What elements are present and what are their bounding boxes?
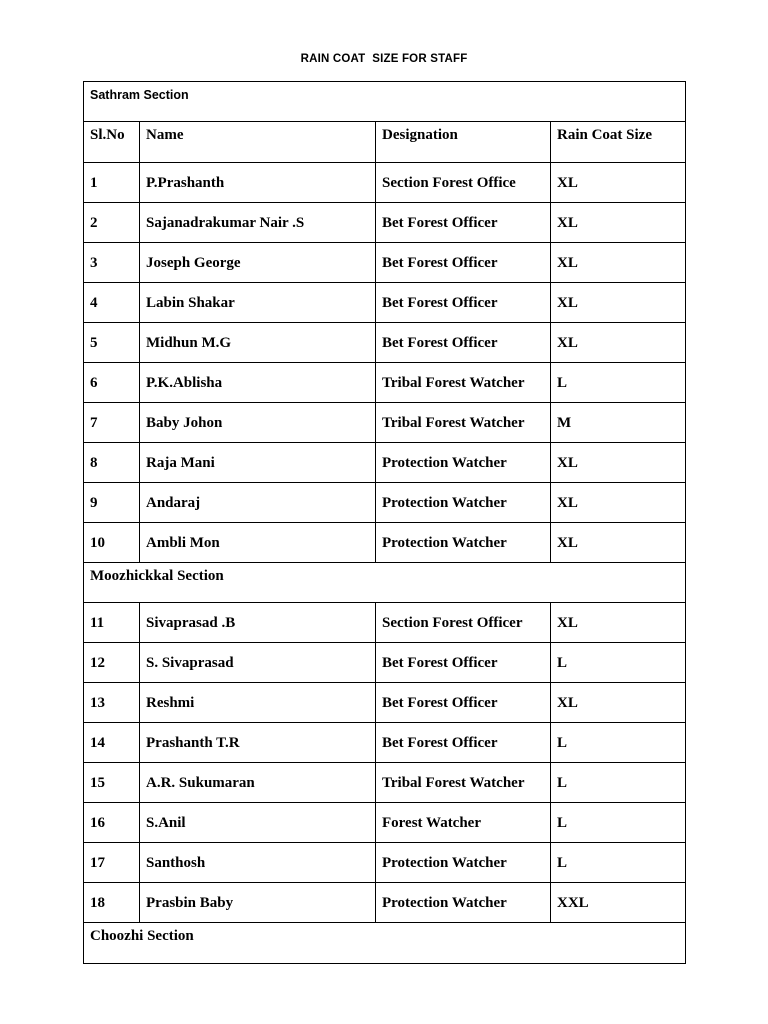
cell-name: Prashanth T.R xyxy=(140,723,376,763)
cell-sl-no: 14 xyxy=(84,723,140,763)
cell-rain-coat-size: XL xyxy=(551,443,686,483)
cell-designation: Bet Forest Officer xyxy=(376,203,551,243)
cell-name: A.R. Sukumaran xyxy=(140,763,376,803)
cell-designation: Bet Forest Officer xyxy=(376,643,551,683)
table-row xyxy=(84,363,686,403)
section-header-row xyxy=(84,923,686,964)
cell-sl-no: 11 xyxy=(84,603,140,643)
cell-sl-no: 9 xyxy=(84,483,140,523)
cell-designation: Section Forest Officer xyxy=(376,603,551,643)
table-row xyxy=(84,803,686,843)
cell-sl-no: 4 xyxy=(84,283,140,323)
table-row xyxy=(84,683,686,723)
column-header-name: Name xyxy=(140,122,376,163)
cell-rain-coat-size: XL xyxy=(551,243,686,283)
cell-name: P.K.Ablisha xyxy=(140,363,376,403)
cell-rain-coat-size: XL xyxy=(551,683,686,723)
cell-name: S.Anil xyxy=(140,803,376,843)
table-row xyxy=(84,643,686,683)
cell-name: Sivaprasad .B xyxy=(140,603,376,643)
table-row xyxy=(84,403,686,443)
table-row xyxy=(84,763,686,803)
cell-designation: Protection Watcher xyxy=(376,883,551,923)
cell-sl-no: 17 xyxy=(84,843,140,883)
cell-sl-no: 13 xyxy=(84,683,140,723)
cell-rain-coat-size: XL xyxy=(551,323,686,363)
cell-name: Andaraj xyxy=(140,483,376,523)
cell-designation: Bet Forest Officer xyxy=(376,723,551,763)
cell-name: S. Sivaprasad xyxy=(140,643,376,683)
cell-designation: Protection Watcher xyxy=(376,843,551,883)
section-header-row xyxy=(84,563,686,603)
cell-sl-no: 15 xyxy=(84,763,140,803)
rain-coat-size-table xyxy=(83,81,686,964)
document-title: RAIN COAT SIZE FOR STAFF xyxy=(300,53,468,65)
cell-designation: Bet Forest Officer xyxy=(376,323,551,363)
cell-name: Prasbin Baby xyxy=(140,883,376,923)
cell-name: Labin Shakar xyxy=(140,283,376,323)
column-header-designation: Designation xyxy=(376,122,551,163)
section-title: Sathram Section xyxy=(84,82,686,122)
cell-rain-coat-size: XL xyxy=(551,203,686,243)
cell-rain-coat-size: L xyxy=(551,763,686,803)
cell-designation: Bet Forest Officer xyxy=(376,683,551,723)
cell-name: Sajanadrakumar Nair .S xyxy=(140,203,376,243)
cell-rain-coat-size: XL xyxy=(551,483,686,523)
cell-rain-coat-size: XL xyxy=(551,283,686,323)
cell-sl-no: 6 xyxy=(84,363,140,403)
cell-rain-coat-size: XXL xyxy=(551,883,686,923)
table-row xyxy=(84,603,686,643)
cell-sl-no: 10 xyxy=(84,523,140,563)
column-header-row xyxy=(84,122,686,163)
cell-rain-coat-size: XL xyxy=(551,523,686,563)
table-row xyxy=(84,523,686,563)
table-row xyxy=(84,883,686,923)
cell-name: Raja Mani xyxy=(140,443,376,483)
cell-name: Reshmi xyxy=(140,683,376,723)
cell-designation: Forest Watcher xyxy=(376,803,551,843)
cell-name: Midhun M.G xyxy=(140,323,376,363)
table-row xyxy=(84,723,686,763)
cell-sl-no: 1 xyxy=(84,163,140,203)
cell-rain-coat-size: L xyxy=(551,643,686,683)
cell-designation: Protection Watcher xyxy=(376,523,551,563)
table-body xyxy=(84,82,686,964)
section-title: Choozhi Section xyxy=(84,923,686,964)
table-row xyxy=(84,243,686,283)
cell-rain-coat-size: XL xyxy=(551,163,686,203)
cell-sl-no: 8 xyxy=(84,443,140,483)
cell-name: Joseph George xyxy=(140,243,376,283)
cell-name: Ambli Mon xyxy=(140,523,376,563)
table-row xyxy=(84,483,686,523)
cell-sl-no: 2 xyxy=(84,203,140,243)
column-header-rain-coat-size: Rain Coat Size xyxy=(551,122,686,163)
cell-designation: Bet Forest Officer xyxy=(376,283,551,323)
cell-rain-coat-size: M xyxy=(551,403,686,443)
table-row xyxy=(84,163,686,203)
cell-designation: Tribal Forest Watcher xyxy=(376,363,551,403)
column-header-sl-no: Sl.No xyxy=(84,122,140,163)
cell-designation: Tribal Forest Watcher xyxy=(376,763,551,803)
cell-sl-no: 12 xyxy=(84,643,140,683)
table-row xyxy=(84,843,686,883)
cell-rain-coat-size: XL xyxy=(551,603,686,643)
cell-rain-coat-size: L xyxy=(551,803,686,843)
cell-rain-coat-size: L xyxy=(551,363,686,403)
cell-sl-no: 16 xyxy=(84,803,140,843)
cell-designation: Bet Forest Officer xyxy=(376,243,551,283)
table-row xyxy=(84,203,686,243)
table-row xyxy=(84,443,686,483)
cell-designation: Tribal Forest Watcher xyxy=(376,403,551,443)
section-title: Moozhickkal Section xyxy=(84,563,686,603)
table-row xyxy=(84,323,686,363)
cell-sl-no: 18 xyxy=(84,883,140,923)
cell-sl-no: 3 xyxy=(84,243,140,283)
cell-sl-no: 5 xyxy=(84,323,140,363)
section-header-row xyxy=(84,82,686,122)
table-row xyxy=(84,283,686,323)
cell-name: Baby Johon xyxy=(140,403,376,443)
cell-sl-no: 7 xyxy=(84,403,140,443)
cell-designation: Protection Watcher xyxy=(376,443,551,483)
cell-name: P.Prashanth xyxy=(140,163,376,203)
cell-rain-coat-size: L xyxy=(551,723,686,763)
cell-designation: Section Forest Office xyxy=(376,163,551,203)
cell-rain-coat-size: L xyxy=(551,843,686,883)
cell-name: Santhosh xyxy=(140,843,376,883)
cell-designation: Protection Watcher xyxy=(376,483,551,523)
